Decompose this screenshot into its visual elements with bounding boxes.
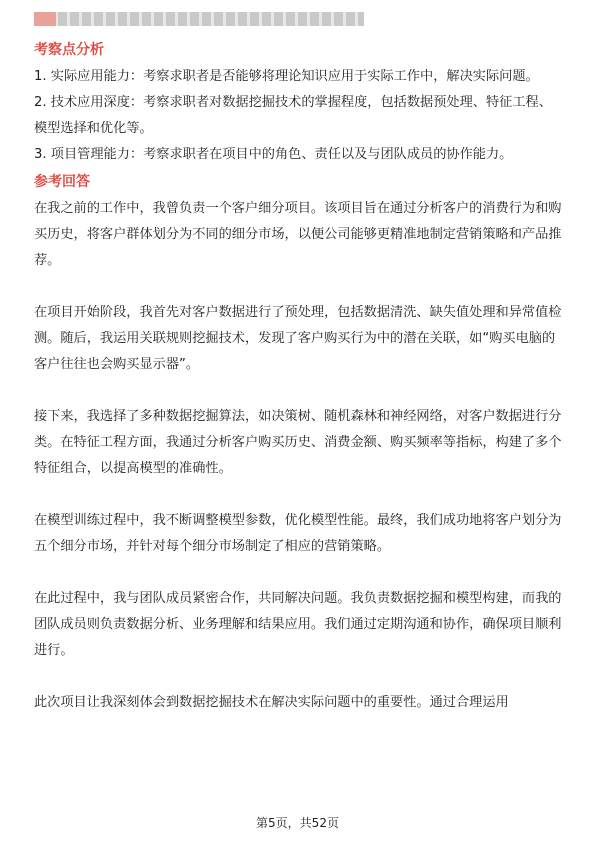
analysis-item-2: 2. 技术应用深度：考察求职者对数据挖掘技术的掌握程度，包括数据预处理、特征工程、模型选择和优化等。	[34, 95, 552, 136]
page-content	[34, 40, 564, 716]
answer-paragraph-5: 在此过程中，我与团队成员紧密合作，共同解决问题。我负责数据挖掘和模型构建，而我的团队成员则负责数据分析、业务理解和结果应用。我们通过定期沟通和协作，确保项目顺利进行。	[34, 591, 562, 658]
answer-paragraph-3: 接下来，我选择了多种数据挖掘算法，如决策树、随机森林和神经网络，对客户数据进行分类。在特征工程方面，我通过分析客户购买历史、消费金额、购买频率等指标，构建了多个特征组合，以提高模型的准确性。	[34, 409, 562, 476]
answer-paragraph-4: 在模型训练过程中，我不断调整模型参数，优化模型性能。最终，我们成功地将客户划分为五个细分市场，并针对每个细分市场制定了相应的营销策略。	[34, 513, 562, 554]
answer-section-title: 参考回答	[34, 174, 90, 190]
analysis-item-1: 1. 实际应用能力：考察求职者是否能够将理论知识应用于实际工作中，解决实际问题。	[34, 69, 539, 84]
answer-paragraph-1: 在我之前的工作中，我曾负责一个客户细分项目。该项目旨在通过分析客户的消费行为和购买历史，将客户群体划分为不同的细分市场，以便公司能够更精准地制定营销策略和产品推荐。	[34, 201, 562, 268]
cropped-previous-line	[34, 12, 364, 26]
analysis-section-title: 考察点分析	[34, 42, 104, 58]
analysis-item-3: 3. 项目管理能力：考察求职者在项目中的角色、责任以及与团队成员的协作能力。	[34, 147, 513, 162]
answer-paragraph-6: 此次项目让我深刻体会到数据挖掘技术在解决实际问题中的重要性。通过合理运用	[34, 695, 509, 710]
answer-paragraph-2: 在项目开始阶段，我首先对客户数据进行了预处理，包括数据清洗、缺失值处理和异常值检测。随后，我运用关联规则挖掘技术，发现了客户购买行为中的潜在关联，如“购买电脑的客户往往也会购买显示器”。	[34, 305, 562, 372]
page-number: 第5页，共52页	[256, 816, 339, 830]
